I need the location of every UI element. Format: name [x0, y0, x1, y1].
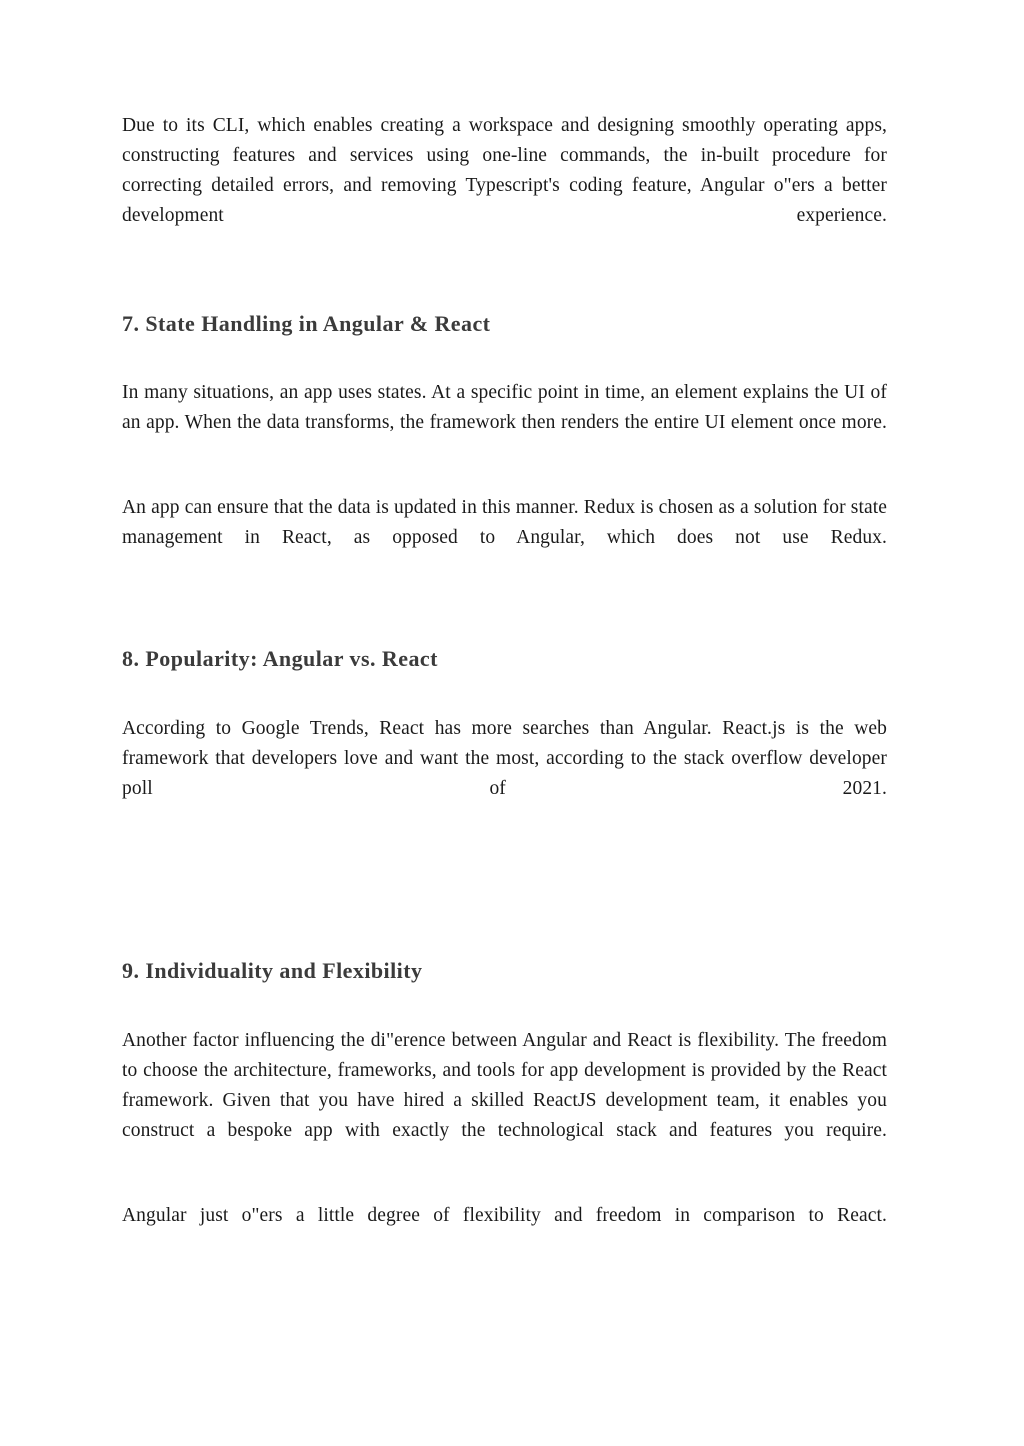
intro-paragraph: Due to its CLI, which enables creating a workspace and designing smoothly operating apps, constructing features and services using one-line commands, the in-built procedure for correcting detailed errors, and removing Typescript's coding feature, Angular o"ers a better development experience. [122, 115, 887, 226]
spacer [122, 583, 887, 644]
section9-paragraph-1: Another factor influencing the di"erence between Angular and React is flexibility. The freedom to choose the architecture, frameworks, and tools for app development is provided by the React framework. Given that you have hired a skilled ReactJS development team, it enables you construct a bespoke app with exactly the technological stack and features you require. [122, 1030, 887, 1141]
spacer [122, 1176, 887, 1201]
section-heading-9: 9. Individuality and Flexibility [122, 958, 423, 983]
section-heading-7: 7. State Handling in Angular & React [122, 311, 491, 336]
spacer [122, 261, 887, 309]
section7-paragraph-2: An app can ensure that the data is updated in this manner. Redux is chosen as a solution for state management in React, as opposed to Angular, which does not use Redux. [122, 497, 887, 548]
section-break-spacer [122, 834, 887, 956]
spacer [122, 986, 887, 1026]
section-heading-8: 8. Popularity: Angular vs. React [122, 646, 438, 671]
spacer [122, 674, 887, 714]
spacer [122, 339, 887, 378]
section9-paragraph-2: Angular just o"ers a little degree of flexibility and freedom in comparison to React. [122, 1205, 887, 1226]
spacer [122, 468, 887, 493]
document-content-column [122, 111, 887, 1261]
section7-paragraph-1: In many situations, an app uses states. At a specific point in time, an element explains the UI of an app. When the data transforms, the framework then renders the entire UI element once more. [122, 382, 887, 433]
section8-paragraph-1: According to Google Trends, React has more searches than Angular. React.js is the web framework that developers love and want the most, according to the stack overflow developer poll of 2021. [122, 718, 887, 799]
